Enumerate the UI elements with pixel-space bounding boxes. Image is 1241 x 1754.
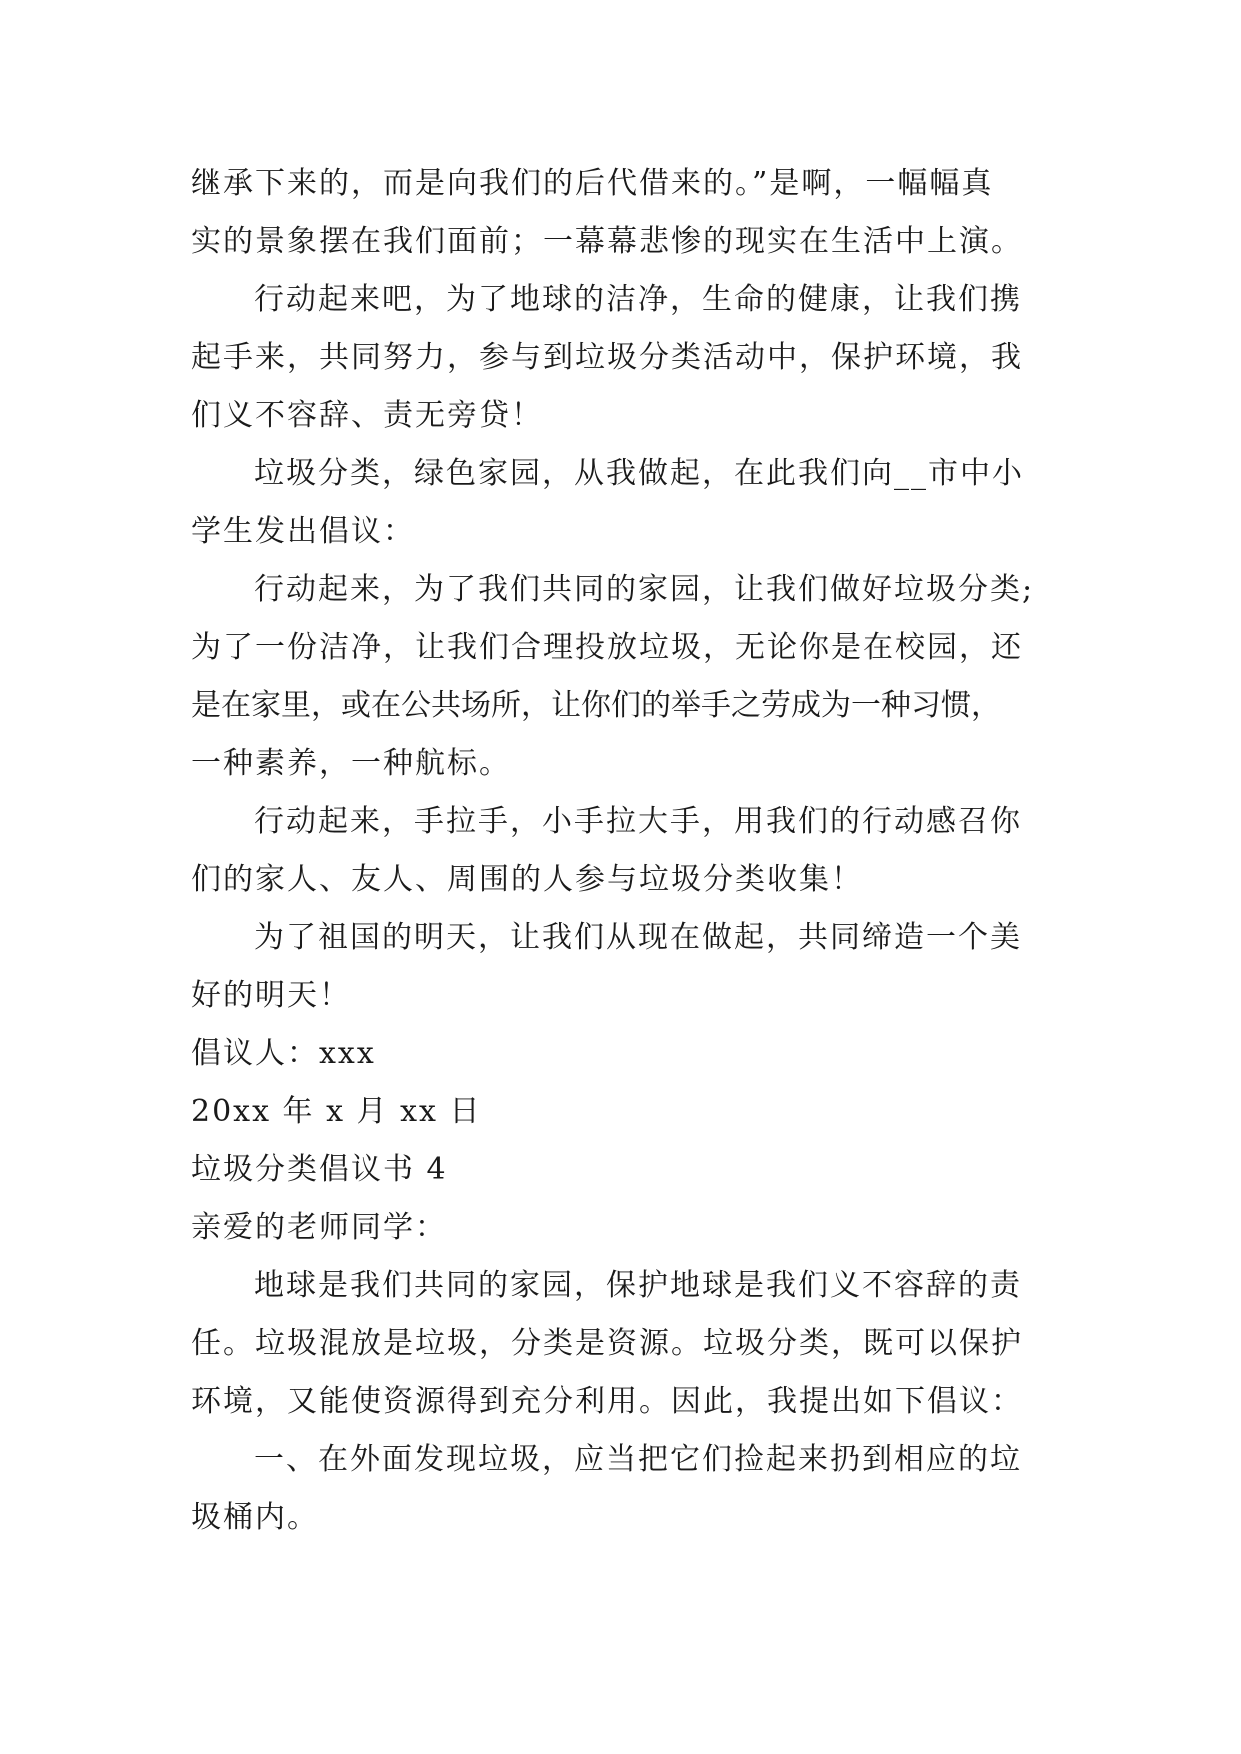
paragraph-start-line: 垃圾分类，绿色家园，从我做起，在此我们向__市中小 <box>254 456 1024 491</box>
paragraph-start-line: 为了祖国的明天，让我们从现在做起，共同缔造一个美 <box>254 920 1022 955</box>
paragraph-start-line: 行动起来，手拉手，小手拉大手，用我们的行动感召你 <box>254 804 1022 839</box>
signatory-line: 倡议人：xxx <box>191 1036 376 1071</box>
text-line: 实的景象摆在我们面前；一幕幕悲惨的现实在生活中上演。 <box>191 224 1023 259</box>
text-line: 为了一份洁净，让我们合理投放垃圾，无论你是在校园，还 <box>191 630 1023 665</box>
text-line: 学生发出倡议： <box>191 514 415 549</box>
section-heading: 垃圾分类倡议书 4 <box>191 1152 448 1187</box>
paragraph-start-line: 地球是我们共同的家园，保护地球是我们义不容辞的责 <box>254 1268 1022 1303</box>
text-line: 好的明天！ <box>191 978 351 1013</box>
paragraph-start-line: 一、在外面发现垃圾，应当把它们捡起来扔到相应的垃 <box>254 1442 1022 1477</box>
text-line: 起手来，共同努力，参与到垃圾分类活动中，保护环境，我 <box>191 340 1023 375</box>
text-line: 圾桶内。 <box>191 1500 319 1535</box>
text-line: 是在家里，或在公共场所，让你们的举手之劳成为一种习惯， <box>191 688 1001 723</box>
text-line: 继承下来的，而是向我们的后代借来的。”是啊，一幅幅真 <box>191 166 994 201</box>
salutation-line: 亲爱的老师同学： <box>191 1210 447 1245</box>
text-line: 一种素养，一种航标。 <box>191 746 511 781</box>
text-line: 们义不容辞、责无旁贷！ <box>191 398 543 433</box>
date-line: 20xx 年 x 月 xx 日 <box>191 1094 482 1129</box>
paragraph-start-line: 行动起来吧，为了地球的洁净，生命的健康，让我们携 <box>254 282 1022 317</box>
text-line: 环境，又能使资源得到充分利用。因此，我提出如下倡议： <box>191 1384 1023 1419</box>
text-line: 们的家人、友人、周围的人参与垃圾分类收集！ <box>191 862 863 897</box>
text-line: 任。垃圾混放是垃圾，分类是资源。垃圾分类，既可以保护 <box>191 1326 1023 1361</box>
paragraph-start-line: 行动起来，为了我们共同的家园，让我们做好垃圾分类; <box>254 572 1035 607</box>
